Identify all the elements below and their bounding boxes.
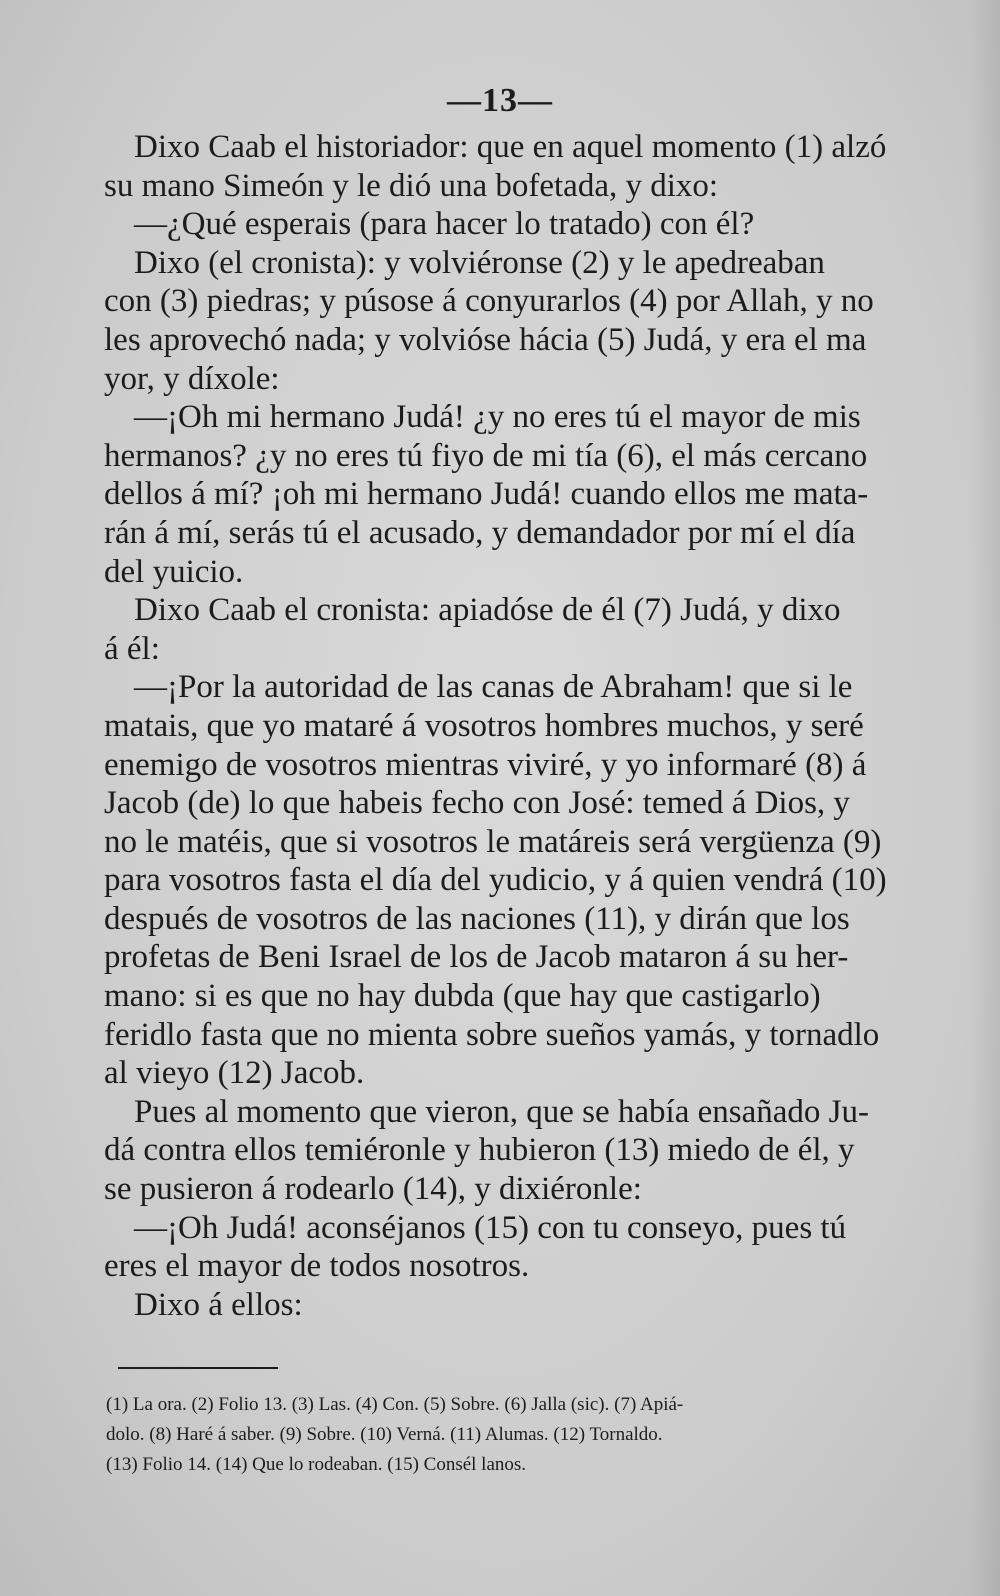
footnote-line: (1) La ora. (2) Folio 13. (3) Las. (4) Con. (5) Sobre. (6) Jalla (sic). (7) Apiá- bbox=[106, 1394, 684, 1415]
body-line: dellos á mí? ¡oh mi hermano Judá! cuando ellos me mata- bbox=[104, 476, 869, 513]
body-line: no le matéis, que si vosotros le matáreis será vergüenza (9) bbox=[104, 823, 882, 860]
page-shadow bbox=[970, 0, 1000, 1596]
body-line: yor, y díxole: bbox=[104, 360, 280, 397]
footnote-line: (13) Folio 14. (14) Que lo rodeaban. (15) Consél lanos. bbox=[106, 1454, 527, 1475]
body-line: feridlo fasta que no mienta sobre sueños yamás, y tornadlo bbox=[104, 1016, 880, 1053]
footnote-line: dolo. (8) Haré á saber. (9) Sobre. (10) Verná. (11) Alumas. (12) Tornaldo. bbox=[106, 1424, 663, 1445]
body-line: —¡Oh Judá! aconséjanos (15) con tu conseyo, pues tú bbox=[134, 1209, 847, 1246]
body-line: Dixo á ellos: bbox=[134, 1286, 303, 1323]
body-line: Dixo (el cronista): y volviéronse (2) y le apedreaban bbox=[134, 244, 825, 281]
body-line: eres el mayor de todos nosotros. bbox=[104, 1248, 530, 1285]
body-line: rán á mí, serás tú el acusado, y demandador por mí el día bbox=[104, 514, 856, 551]
body-line: Dixo Caab el cronista: apiadóse de él (7) Judá, y dixo bbox=[134, 592, 841, 629]
body-line: —¡Por la autoridad de las canas de Abraham! que si le bbox=[134, 669, 853, 706]
body-line: Jacob (de) lo que habeis fecho con José: temed á Dios, y bbox=[104, 785, 850, 822]
body-line: profetas de Beni Israel de los de Jacob mataron á su her- bbox=[104, 939, 849, 976]
body-line: Pues al momento que vieron, que se había ensañado Ju- bbox=[134, 1093, 869, 1130]
body-line: hermanos? ¿y no eres tú fiyo de mi tía (6), el más cercano bbox=[104, 437, 868, 474]
body-line: dá contra ellos temiéronle y hubieron (13) miedo de él, y bbox=[104, 1132, 855, 1169]
body-line: al vieyo (12) Jacob. bbox=[104, 1055, 365, 1092]
page-number: —13— bbox=[447, 82, 553, 119]
body-line: mano: si es que no hay dubda (que hay que castigarlo) bbox=[104, 978, 821, 1015]
body-line: su mano Simeón y le dió una bofetada, y dixo: bbox=[104, 167, 719, 204]
footnote-divider bbox=[118, 1367, 278, 1369]
body-line: á él: bbox=[104, 630, 160, 667]
body-line: con (3) piedras; y púsose á conyurarlos (4) por Allah, y no bbox=[104, 283, 874, 320]
body-line: del yuicio. bbox=[104, 553, 244, 590]
body-line: para vosotros fasta el día del yudicio, y á quien vendrá (10) bbox=[104, 862, 887, 899]
body-text bbox=[104, 128, 894, 1324]
footnotes bbox=[106, 1390, 896, 1480]
body-line: matais, que yo mataré á vosotros hombres muchos, y seré bbox=[104, 707, 864, 744]
body-line: Dixo Caab el historiador: que en aquel momento (1) alzó bbox=[134, 129, 887, 165]
body-line: —¡Oh mi hermano Judá! ¿y no eres tú el mayor de mis bbox=[134, 399, 861, 436]
body-line: se pusieron á rodearlo (14), y dixiéronle: bbox=[104, 1171, 642, 1208]
body-line: les aprovechó nada; y volvióse hácia (5) Judá, y era el ma bbox=[104, 321, 867, 358]
body-line: —¿Qué esperais (para hacer lo tratado) con él? bbox=[134, 206, 755, 243]
body-line: enemigo de vosotros mientras viviré, y yo informaré (8) á bbox=[104, 746, 867, 783]
body-line: después de vosotros de las naciones (11), y dirán que los bbox=[104, 900, 850, 937]
